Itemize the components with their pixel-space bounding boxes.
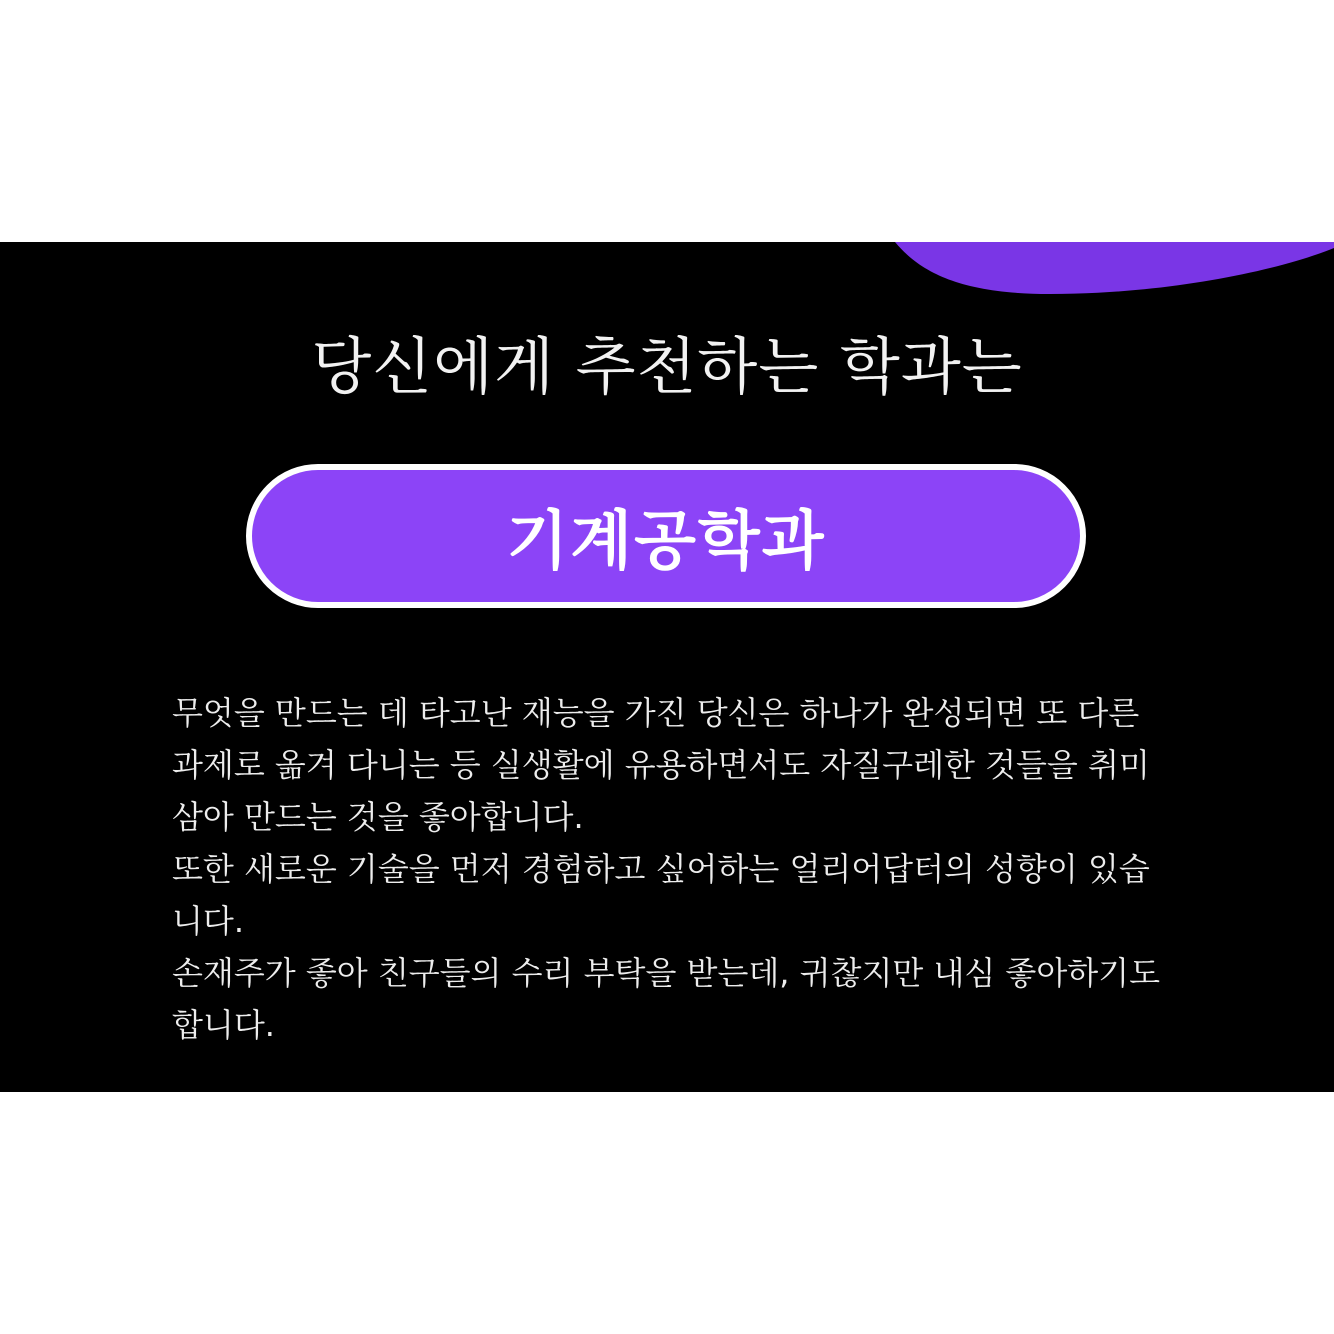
page-title: 당신에게 추천하는 학과는 [311, 330, 1023, 403]
description-paragraph: 손재주가 좋아 친구들의 수리 부탁을 받는데, 귀찮지만 내심 좋아하기도 합니다. [172, 954, 1160, 1044]
description-paragraph: 무엇을 만드는 데 타고난 재능을 가진 당신은 하나가 완성되면 또 다른 과제로 옮겨 다니는 등 실생활에 유용하면서도 자질구레한 것들을 취미 삼아 만드는 것을 좋아합니다. [172, 694, 1150, 836]
description-text [172, 687, 1162, 1051]
description-paragraph: 또한 새로운 기술을 먼저 경험하고 싶어하는 얼리어답터의 성향이 있습니다. [172, 850, 1150, 940]
swoosh-shape [895, 242, 1334, 294]
result-panel [0, 242, 1334, 1092]
result-department-label: 기계공학과 [506, 505, 826, 579]
result-badge [246, 464, 1086, 608]
